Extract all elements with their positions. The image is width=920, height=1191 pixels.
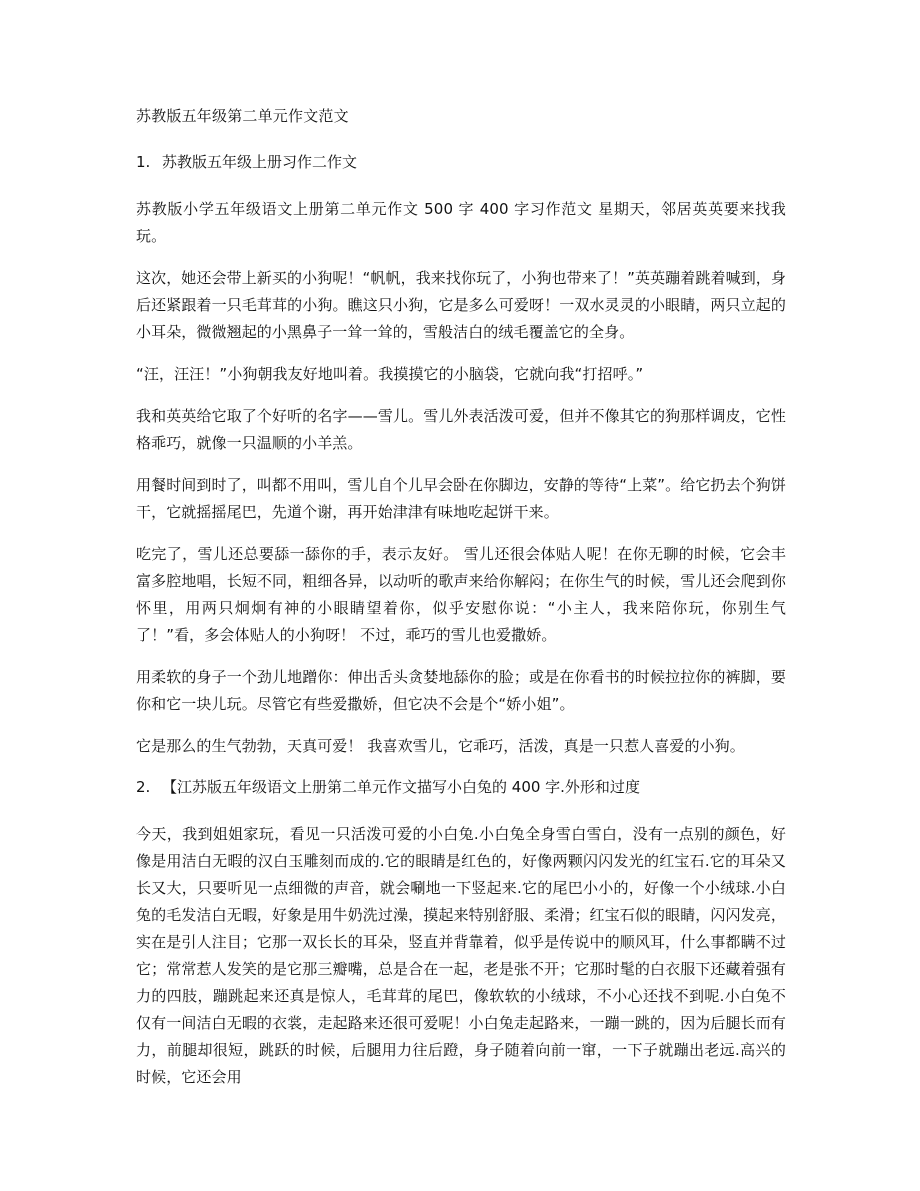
paragraph: 它是那么的生气勃勃，天真可爱！ 我喜欢雪儿，它乖巧，活泼，真是一只惹人喜爱的小狗。 (136, 737, 745, 755)
paragraph: “汪，汪汪！”小狗朝我友好地叫着。我摸摸它的小脑袋，它就向我“打招呼。” (136, 365, 644, 383)
section-heading-text: 苏教版五年级上册习作二作文 (162, 153, 358, 171)
section-heading-text: 【江苏版五年级语文上册第二单元作文描写小白兔的 400 字.外形和过度 (162, 778, 640, 796)
paragraph: 吃完了，雪儿还总要舔一舔你的手，表示友好。 雪儿还很会体贴人呢！在你无聊的时候，它会丰富多腔地唱，长短不同，粗细各异，以动听的歌声来给你解闷；在你生气的时候，雪儿还会爬到你怀里，用两只炯炯有神的小眼睛望着你，似乎安慰你说：“小主人，我来陪你玩，你别生气了！”看，多会体贴人的小狗呀！ 不过，乖巧的雪儿也爱撒娇。 (136, 545, 786, 644)
document-page (136, 104, 786, 1106)
section-number: 2. (136, 778, 151, 796)
paragraph: 苏教版小学五年级语文上册第二单元作文 500 字 400 字习作范文 星期天，邻居英英要来找我玩。 (136, 200, 786, 245)
paragraph: 我和英英给它取了个好听的名字——雪儿。雪儿外表活泼可爱，但并不像其它的狗那样调皮，它性格乖巧，就像一只温顺的小羊羔。 (136, 407, 786, 452)
paragraph: 今天，我到姐姐家玩，看见一只活泼可爱的小白兔.小白兔全身雪白雪白，没有一点别的颜色，好像是用洁白无暇的汉白玉雕刻而成的.它的眼睛是红色的，好像两颗闪闪发光的红宝石.它的耳朵又长又大，只要听见一点细微的声音，就会唰地一下竖起来.它的尾巴小小的，好像一个小绒球.小白兔的毛发洁白无暇，好象是用牛奶洗过澡，摸起来特别舒服、柔滑；红宝石似的眼睛，闪闪发亮，实在是引人注目；它那一双长长的耳朵，竖直并背靠着，似乎是传说中的顺风耳，什么事都瞒不过它；常常惹人发笑的是它那三瓣嘴，总是合在一起，老是张不开；它那时髦的白衣服下还藏着强有力的四肢，蹦跳起来还真是惊人，毛茸茸的尾巴，像软软的小绒球，不小心还找不到呢.小白兔不仅有一间洁白无暇的衣裳，走起路来还很可爱呢！小白兔走起路来，一蹦一跳的，因为后腿长而有力，前腿却很短，跳跃的时候，后腿用力往后蹬，身子随着向前一窜，一下子就蹦出老远.高兴的时候，它还会用 (136, 825, 786, 1086)
section-heading (136, 775, 786, 799)
section-2 (136, 775, 786, 1091)
section-number: 1. (136, 153, 151, 171)
document-title: 苏教版五年级第二单元作文范文 (136, 107, 349, 125)
paragraph: 用餐时间到时了，叫都不用叫，雪儿自个儿早会卧在你脚边，安静的等待“上菜”。给它扔去个狗饼干，它就摇摇尾巴，先道个谢，再开始津津有味地吃起饼干来。 (136, 476, 786, 521)
section-1 (136, 150, 786, 760)
paragraph: 用柔软的身子一个劲儿地蹭你：伸出舌头贪婪地舔你的脸；或是在你看书的时候拉拉你的裤脚，要你和它一块儿玩。尽管它有些爱撒娇，但它决不会是个“娇小姐”。 (136, 668, 786, 713)
section-heading (136, 150, 786, 174)
paragraph: 这次，她还会带上新买的小狗呢！“帆帆，我来找你玩了，小狗也带来了！”英英蹦着跳着喊到，身后还紧跟着一只毛茸茸的小狗。瞧这只小狗，它是多么可爱呀！一双水灵灵的小眼睛，两只立起的小耳朵，微微翘起的小黑鼻子一耸一耸的，雪般洁白的绒毛覆盖它的全身。 (136, 269, 786, 341)
